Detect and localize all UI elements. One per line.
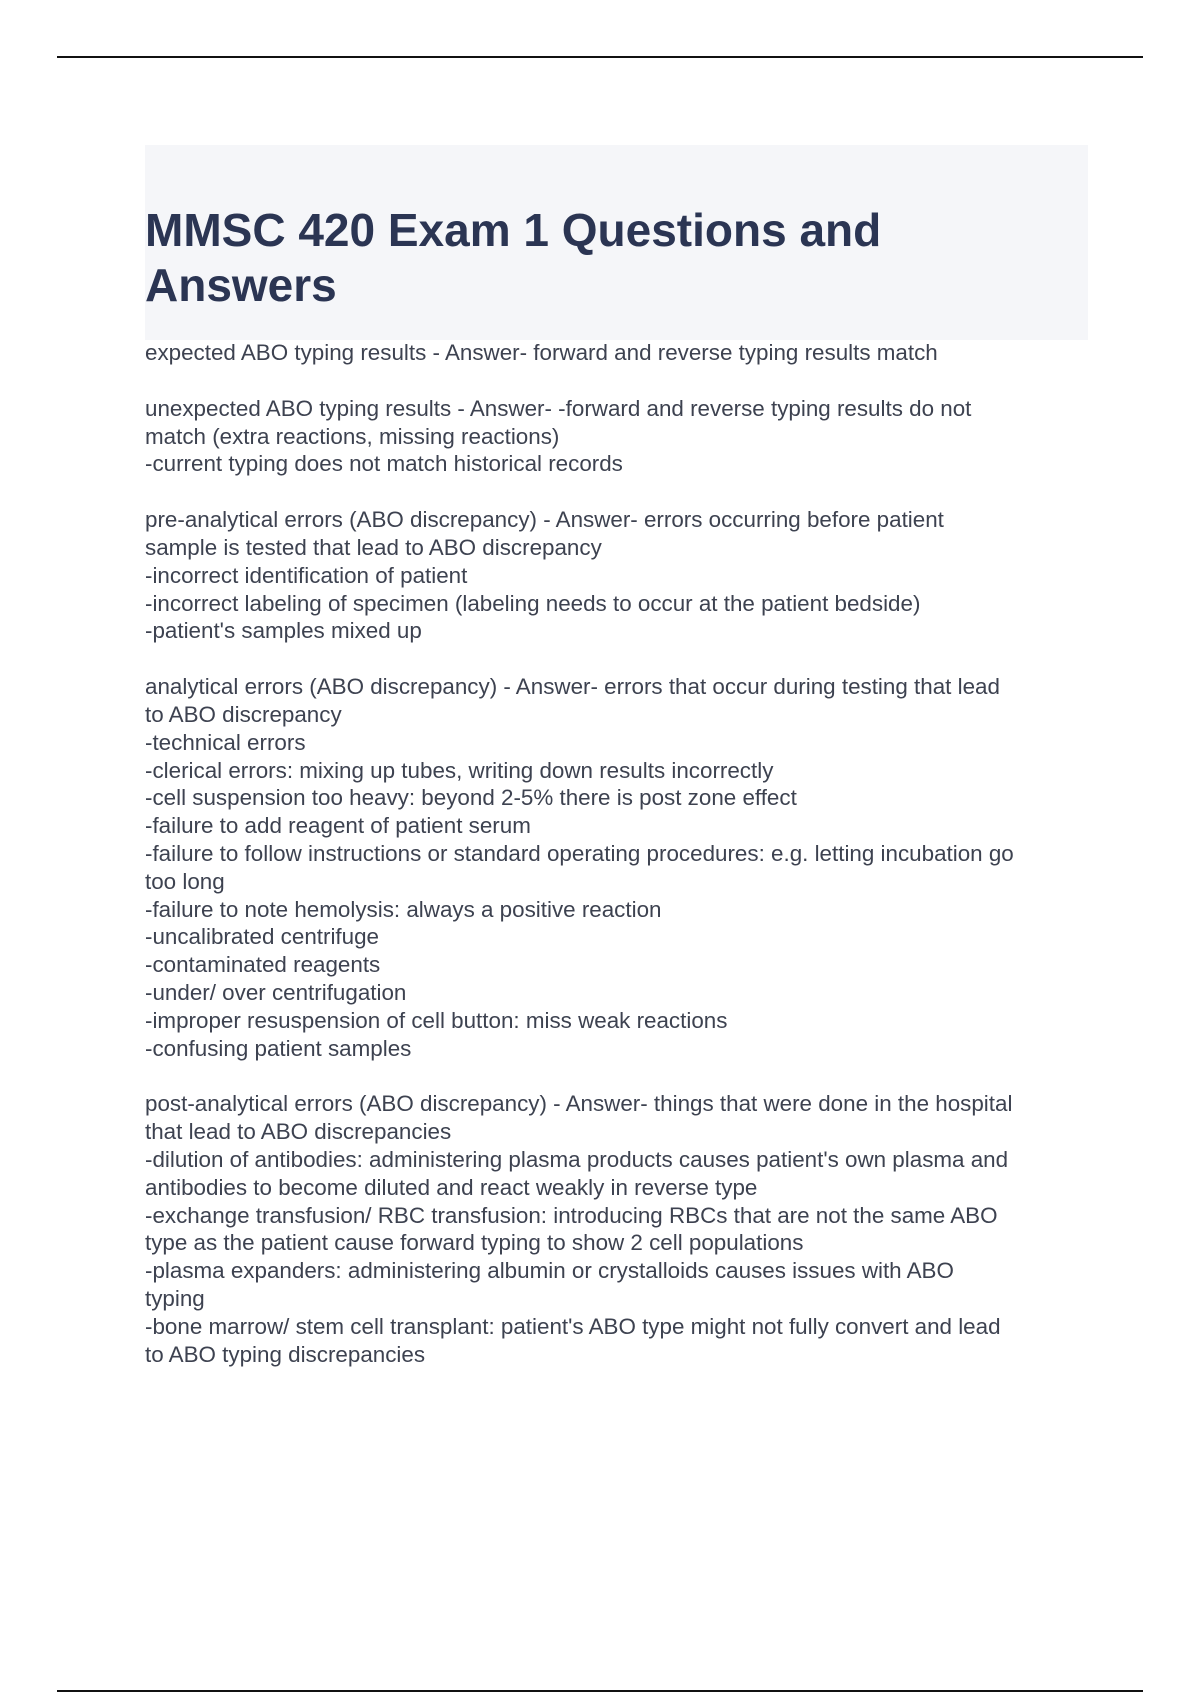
qa-answer-line: -failure to follow instructions or standard operating procedures: e.g. letting incubation go xyxy=(145,840,1014,866)
qa-answer-line: -incorrect identification of patient xyxy=(145,562,468,588)
qa-answer-line: match (extra reactions, missing reactions) xyxy=(145,423,560,449)
title-line-2: Answers xyxy=(145,259,337,311)
qa-entry xyxy=(145,673,1090,1062)
qa-answer-line: -failure to note hemolysis: always a positive reaction xyxy=(145,896,662,922)
document-title xyxy=(145,203,881,313)
qa-question-line: expected ABO typing results - Answer- forward and reverse typing results match xyxy=(145,340,938,365)
qa-answer-line: -clerical errors: mixing up tubes, writing down results incorrectly xyxy=(145,757,774,783)
qa-entry xyxy=(145,395,1090,478)
qa-answer-line: -confusing patient samples xyxy=(145,1035,412,1061)
qa-entry xyxy=(145,1090,1090,1368)
qa-answer-line: too long xyxy=(145,868,225,894)
page-bottom-rule xyxy=(57,1690,1143,1692)
qa-question-line: unexpected ABO typing results - Answer- -forward and reverse typing results do not xyxy=(145,395,972,421)
qa-answer-line: -under/ over centrifugation xyxy=(145,979,407,1005)
qa-answer-line: -contaminated reagents xyxy=(145,952,381,978)
qa-answer-line: type as the patient cause forward typing to show 2 cell populations xyxy=(145,1230,804,1256)
qa-answer-line: -uncalibrated centrifuge xyxy=(145,924,379,950)
qa-answer-line: -dilution of antibodies: administering plasma products causes patient's own plasma and xyxy=(145,1146,1009,1172)
qa-answer-line: -current typing does not match historical records xyxy=(145,451,623,477)
qa-answer-line: -technical errors xyxy=(145,729,306,755)
qa-answer-line: -exchange transfusion/ RBC transfusion: introducing RBCs that are not the same ABO xyxy=(145,1202,998,1228)
qa-question-line: post-analytical errors (ABO discrepancy) - Answer- things that were done in the hospital xyxy=(145,1091,1013,1117)
page-top-rule xyxy=(57,56,1143,58)
qa-answer-line: that lead to ABO discrepancies xyxy=(145,1119,452,1145)
qa-question-line: pre-analytical errors (ABO discrepancy) - Answer- errors occurring before patient xyxy=(145,507,944,533)
qa-answer-line: -failure to add reagent of patient serum xyxy=(145,813,531,839)
qa-answer-line: typing xyxy=(145,1285,205,1311)
qa-question-line: analytical errors (ABO discrepancy) - Answer- errors that occur during testing that lead xyxy=(145,674,1000,700)
title-block xyxy=(145,145,1088,340)
qa-answer-line: -incorrect labeling of specimen (labeling needs to occur at the patient bedside) xyxy=(145,590,921,616)
qa-entry xyxy=(145,339,1090,367)
qa-answer-line: -bone marrow/ stem cell transplant: patient's ABO type might not fully convert and lead xyxy=(145,1313,1001,1339)
qa-answer-line: -patient's samples mixed up xyxy=(145,618,422,644)
qa-answer-line: antibodies to become diluted and react weakly in reverse type xyxy=(145,1174,758,1200)
qa-answer-line: to ABO typing discrepancies xyxy=(145,1341,426,1367)
qa-answer-line: sample is tested that lead to ABO discrepancy xyxy=(145,534,602,560)
title-line-1: MMSC 420 Exam 1 Questions and xyxy=(145,204,882,256)
qa-answer-line: -improper resuspension of cell button: miss weak reactions xyxy=(145,1007,728,1033)
qa-answer-line: to ABO discrepancy xyxy=(145,701,342,727)
qa-entry xyxy=(145,506,1090,645)
qa-answer-line: -plasma expanders: administering albumin or crystalloids causes issues with ABO xyxy=(145,1258,954,1284)
qa-content xyxy=(145,339,1090,1396)
qa-answer-line: -cell suspension too heavy: beyond 2-5% there is post zone effect xyxy=(145,785,797,811)
